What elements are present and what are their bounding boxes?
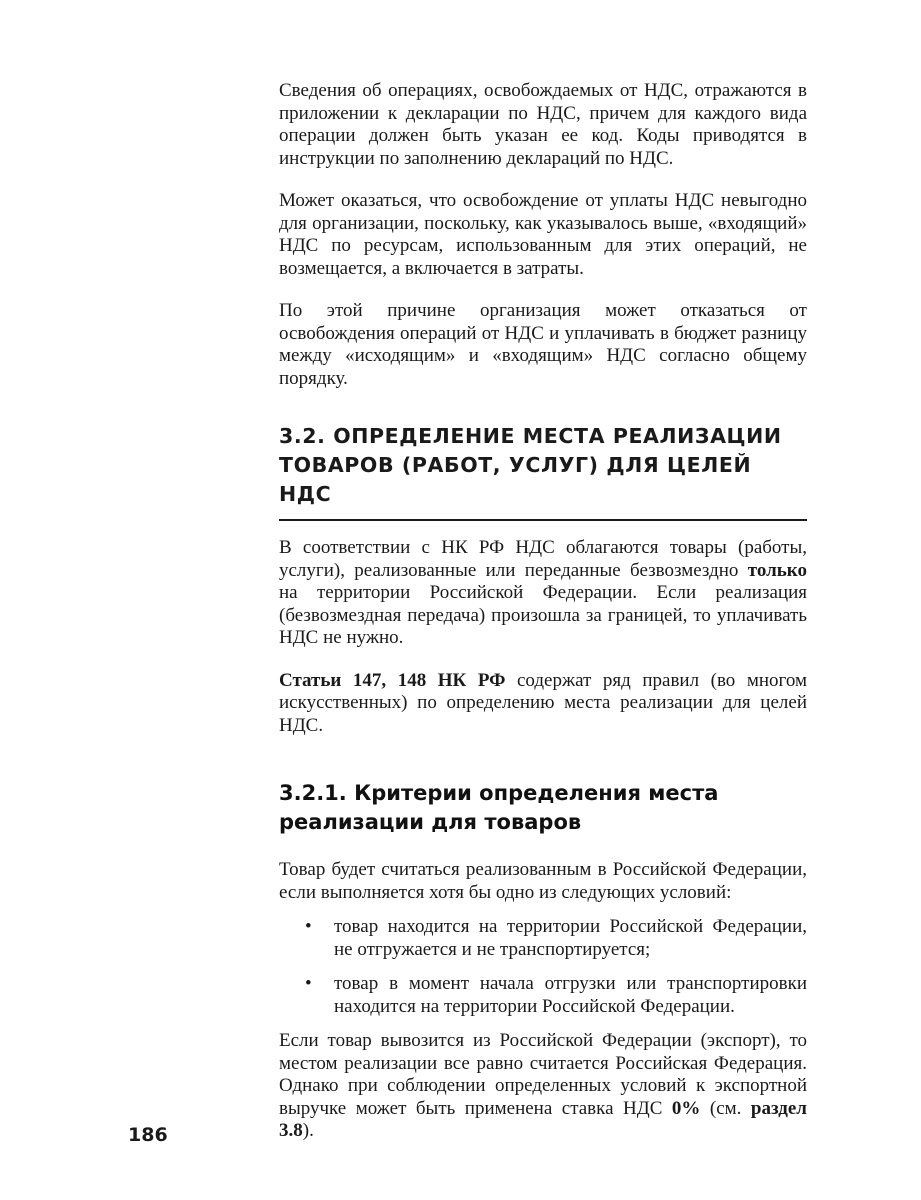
bullet-icon: • <box>305 916 312 937</box>
list-item <box>279 973 807 1018</box>
paragraph-export <box>279 1030 807 1143</box>
paragraph-vat-exempt-reporting: Сведения об операциях, освобождаемых от НДС, отражаются в приложении к декларации по НДС, причем для каждого вида операции должен быть указан ее код. Коды приводятся в инструкции по заполнению деклараций по НДС. <box>279 80 807 169</box>
text-run: ). <box>302 1120 314 1141</box>
text-run: (см. <box>700 1097 751 1119</box>
paragraph-goods-sold-conditions: Товар будет считаться реализованным в Российской Федерации, если выполняется хотя бы одно из следующих условий: <box>279 859 807 903</box>
paragraph-taxable-territory <box>279 537 807 650</box>
section-divider <box>279 519 807 521</box>
list-item <box>279 916 807 961</box>
bold-text-rate: 0% <box>671 1097 701 1119</box>
bold-text-section-ref: раздел 3.8 <box>279 1097 807 1141</box>
conditions-list <box>279 916 807 1018</box>
bold-text-articles: Статьи 147, 148 НК РФ <box>279 669 506 691</box>
paragraph-refuse-exemption: По этой причине организация может отказаться от освобождения операций от НДС и уплачивать в бюджет разницу между «исходящим» и «входящим» НДС согласно общему порядку. <box>279 300 807 389</box>
list-item-text: товар в момент начала отгрузки или транспортировки находится на территории Российской Федерации. <box>334 973 807 1017</box>
bullet-icon: • <box>305 973 312 994</box>
section-heading-line-2: ТОВАРОВ (РАБОТ, УСЛУГ) ДЛЯ ЦЕЛЕЙ НДС <box>279 453 752 506</box>
paragraph-exemption-unprofitable: Может оказаться, что освобождение от уплаты НДС невыгодно для организации, поскольку, как указывалось выше, «входящий» НДС по ресурсам, использованным для этих операций, не возмещается, а включается в затраты. <box>279 190 807 279</box>
text-run: содержат ряд правил (во многом искусственных) по определению места реализации для целей НДС. <box>279 669 807 736</box>
page-number: 186 <box>128 1124 168 1146</box>
text-run: Если товар вывозится из Российской Федерации (экспорт), то местом реализации все равно считается Российская Федерация. Однако при соблюдении определенных условий к экспортной выручке может быть применена ставка НДС <box>279 1030 807 1119</box>
subsection-heading-line-2: реализации для товаров <box>279 810 582 834</box>
text-column <box>279 80 807 1143</box>
paragraph-articles-147-148 <box>279 670 807 738</box>
text-run: В соответствии с НК РФ НДС облагаются товары (работы, услуги), реализованные или переданные безвозмездно <box>279 537 807 581</box>
list-item-text: товар находится на территории Российской Федерации, не отгружается и не транспортируется; <box>334 916 807 960</box>
subsection-heading-line-1: 3.2.1. Критерии определения места <box>279 781 719 805</box>
section-heading-3-2 <box>279 422 807 509</box>
text-run: на территории Российской Федерации. Если реализация (безвозмездная передача) произошла за границей, то уплачивать НДС не нужно. <box>279 582 807 648</box>
section-heading-line-1: 3.2. ОПРЕДЕЛЕНИЕ МЕСТА РЕАЛИЗАЦИИ <box>279 424 782 448</box>
subsection-heading-3-2-1 <box>279 779 807 837</box>
bold-text-only: только <box>747 559 807 581</box>
